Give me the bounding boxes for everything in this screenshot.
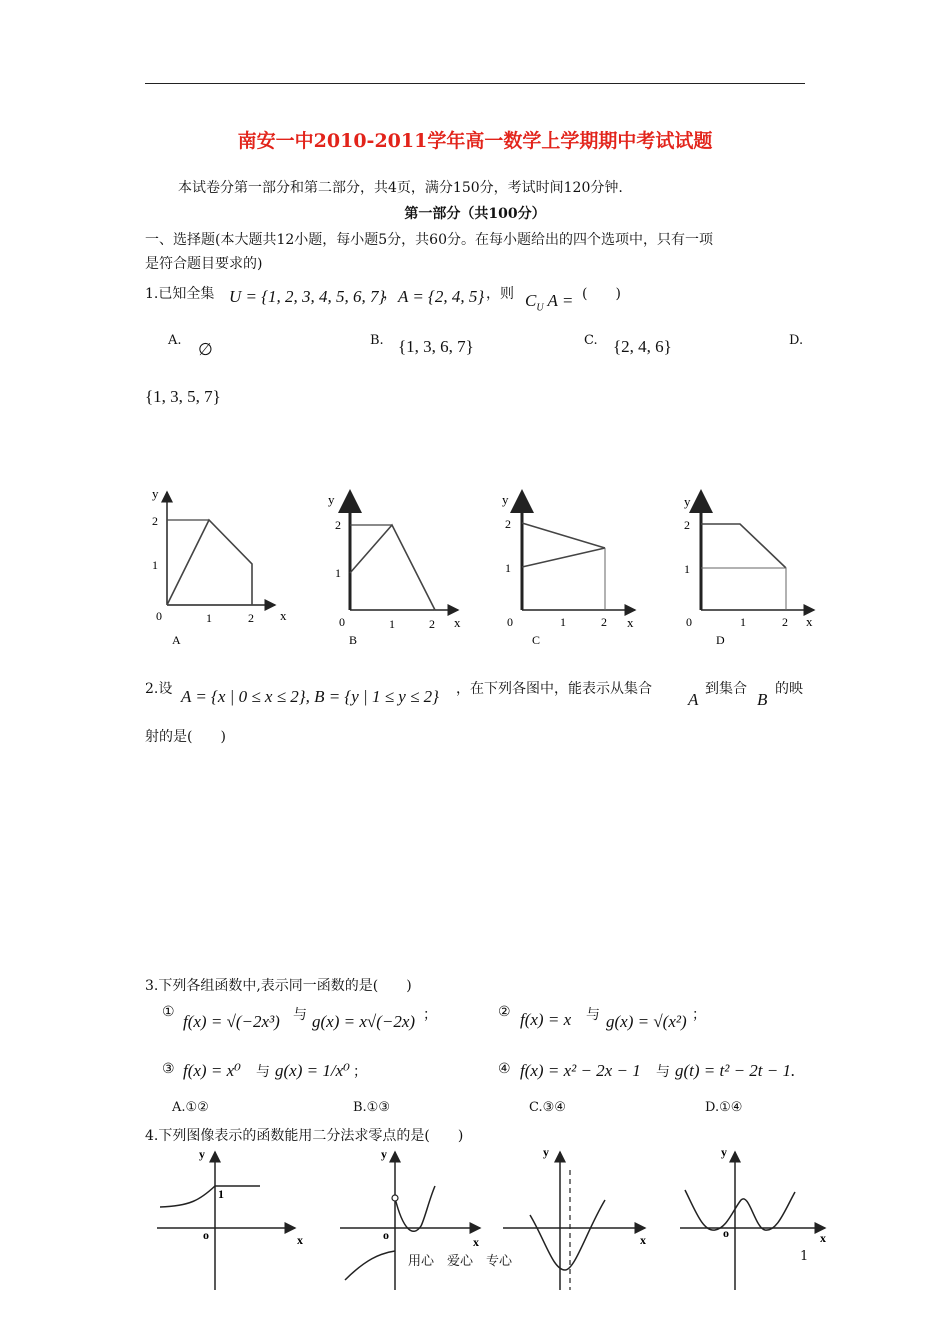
q3-item4-num: ④ xyxy=(498,1061,511,1077)
q2-graph-a-tick-x1: 1 xyxy=(206,611,212,625)
q2-text3: 的映 xyxy=(775,681,803,697)
q2-graph-d-x-label: x xyxy=(806,614,813,629)
q2-graph-c-tick-y1: 1 xyxy=(505,561,511,575)
part1-heading: 第一部分（共100分） xyxy=(404,206,546,222)
q2-graph-a-tick-y1: 1 xyxy=(152,558,158,572)
q1-sep2: ，则 xyxy=(486,286,514,302)
q4-g3-y: y xyxy=(543,1145,549,1159)
q2-graph-a-curve xyxy=(167,520,252,605)
q4-g4-y: y xyxy=(721,1145,727,1159)
q4-g2-y: y xyxy=(381,1147,387,1161)
q2-line2: 射的是( ) xyxy=(145,729,226,745)
q4-g1-origin: o xyxy=(203,1228,209,1242)
q2-graph-d-tick-x1: 1 xyxy=(740,615,746,629)
q1-complement-sub: U xyxy=(536,302,544,314)
q1-option-d-value: {1, 3, 5, 7} xyxy=(145,387,221,406)
q3-item3-end: ； xyxy=(353,1064,367,1080)
q1-complement-c: C xyxy=(525,291,537,310)
header-rule xyxy=(145,83,805,84)
q2-graph-c-origin: 0 xyxy=(507,615,513,629)
q2-graph-c xyxy=(502,492,635,647)
q2-graph-b-tick-y1: 1 xyxy=(335,566,341,580)
q3-option-b: B.①③ xyxy=(353,1100,390,1115)
q3-stem: 3.下列各组函数中,表示同一函数的是( ) xyxy=(145,978,412,994)
intro-text: 本试卷分第一部分和第二部分，共4页，满分150分，考试时间120分钟. xyxy=(178,180,623,196)
q3-item1-num: ① xyxy=(162,1004,175,1020)
q2-graph-c-line-bottom xyxy=(522,548,605,567)
q3-item3-f: f(x) = x⁰ xyxy=(183,1061,241,1080)
q2-graph-a xyxy=(152,486,287,647)
q2-graph-d-y-label: y xyxy=(684,494,691,509)
q2-graph-d-curve xyxy=(701,524,786,568)
q2-graph-b-tick-x1: 1 xyxy=(389,617,395,631)
exam-title: 南安一中2010-2011学年高一数学上学期期中考试试题 xyxy=(237,130,713,152)
q1-sep1: ， xyxy=(383,286,397,302)
q1-option-c-value: {2, 4, 6} xyxy=(613,337,672,356)
q4-g3-x: x xyxy=(640,1233,646,1247)
q2-graph-b-tick-x2: 2 xyxy=(429,617,435,631)
q2-graph-b-y-label: y xyxy=(328,492,335,507)
q3-option-a: A.①② xyxy=(172,1100,209,1115)
q3-item1-g: g(x) = x√(−2x) xyxy=(312,1012,416,1031)
q1-option-c-label: C. xyxy=(584,333,598,348)
q2-graph-a-tick-y2: 2 xyxy=(152,514,158,528)
footer-motto: 用心 爱心 专心 xyxy=(408,1250,512,1269)
q2-graph-d-label: D xyxy=(716,633,725,647)
q2-graph-c-tick-y2: 2 xyxy=(505,517,511,531)
q3-item4-f: f(x) = x² − 2x − 1 xyxy=(520,1061,641,1080)
q1-option-b-value: {1, 3, 6, 7} xyxy=(398,337,474,356)
q3-item1-f: f(x) = √(−2x³) xyxy=(183,1012,280,1031)
q2-graph-a-origin: 0 xyxy=(156,609,162,623)
q2-graph-b-x-label: x xyxy=(454,615,461,630)
q2-graph-d-tick-y1: 1 xyxy=(684,562,690,576)
q2-set-b: B xyxy=(757,690,768,709)
q3-item3-and: 与 xyxy=(256,1064,270,1080)
section1-line2: 是符合题目要求的) xyxy=(145,256,263,272)
q3-item4-g: g(t) = t² − 2t − 1. xyxy=(675,1061,796,1080)
q1-option-b-label: B. xyxy=(370,333,384,348)
page-number: 1 xyxy=(800,1249,809,1264)
q3-option-d: D.①④ xyxy=(705,1100,743,1115)
section1-line1: 一、选择题(本大题共12小题，每小题5分，共60分。在每小题给出的四个选项中，只有一项 xyxy=(145,232,713,248)
q2-graph-d-origin: 0 xyxy=(686,615,692,629)
q2-graph-b-curve xyxy=(350,525,435,610)
q4-g1-x: x xyxy=(297,1233,303,1247)
q2-graph-a-label: A xyxy=(172,633,181,647)
q3-item2-num: ② xyxy=(498,1004,511,1020)
q2-prefix: 2.设 xyxy=(145,681,173,697)
q2-graph-b-tick-y2: 2 xyxy=(335,518,341,532)
q2-graph-d xyxy=(684,492,814,647)
q2-graph-d-tick-x2: 2 xyxy=(782,615,788,629)
q4-graph-4 xyxy=(680,1145,826,1290)
q3-item2-end: ； xyxy=(692,1007,706,1023)
q1-complement-rest: A = xyxy=(547,291,574,310)
q1-set-a: A = {2, 4, 5} xyxy=(398,287,485,306)
q3-item3-num: ③ xyxy=(162,1061,175,1077)
q3-item3-g: g(x) = 1/x⁰ xyxy=(275,1061,350,1080)
q2-text1: ，在下列各图中，能表示从集合 xyxy=(456,681,652,697)
q3-item2-g: g(x) = √(x²) xyxy=(606,1012,687,1031)
q3-item1-and: 与 xyxy=(293,1007,307,1023)
q2-graph-a-x-label: x xyxy=(280,608,287,623)
q3-item2-f: f(x) = x xyxy=(520,1010,572,1029)
q3-item2-and: 与 xyxy=(586,1007,600,1023)
q1-universal-set: U = {1, 2, 3, 4, 5, 6, 7} xyxy=(229,287,386,306)
q2-set-a: A xyxy=(688,690,699,709)
q2-graph-c-x-label: x xyxy=(627,615,634,630)
q4-graph-3 xyxy=(503,1145,646,1290)
q4-g4-x: x xyxy=(820,1231,826,1245)
q1-paren: ( ) xyxy=(582,286,621,302)
q2-sets: A = {x | 0 ≤ x ≤ 2}, B = {y | 1 ≤ y ≤ 2} xyxy=(181,687,439,706)
q2-graph-d-tick-y2: 2 xyxy=(684,518,690,532)
q4-g1-one: 1 xyxy=(218,1187,224,1201)
q2-graph-a-tick-x2: 2 xyxy=(248,611,254,625)
q1-option-a-value: ∅ xyxy=(198,340,213,359)
q1-option-a-label: A. xyxy=(168,333,182,348)
q2-graph-c-line-top xyxy=(522,523,605,548)
q2-graphs xyxy=(140,480,830,650)
q1-complement xyxy=(525,291,573,313)
q4-g1-y: y xyxy=(199,1147,205,1161)
q4-graph-1 xyxy=(157,1147,303,1290)
q3-item4-and: 与 xyxy=(656,1064,670,1080)
q4-g2-origin: o xyxy=(383,1228,389,1242)
q2-graph-c-label: C xyxy=(532,633,541,647)
q2-graph-c-tick-x2: 2 xyxy=(601,615,607,629)
q4-stem: 4.下列图像表示的函数能用二分法求零点的是( ) xyxy=(145,1128,464,1144)
q2-graph-b xyxy=(328,492,461,647)
q2-graph-c-tick-x1: 1 xyxy=(560,615,566,629)
q2-graph-a-y-label: y xyxy=(152,486,159,501)
q4-graphs xyxy=(145,1140,835,1340)
q4-g4-origin: o xyxy=(723,1226,729,1240)
q2-text2: 到集合 xyxy=(705,681,747,697)
q3-option-c: C.③④ xyxy=(529,1100,566,1115)
q4-g2-x: x xyxy=(473,1235,479,1249)
q2-graph-b-label: B xyxy=(349,633,358,647)
q2-graph-c-y-label: y xyxy=(502,492,509,507)
q1-prefix: 1.已知全集 xyxy=(145,286,215,302)
q1-option-d-label: D. xyxy=(789,333,804,348)
q3-item1-end: ； xyxy=(423,1007,437,1023)
q2-graph-b-origin: 0 xyxy=(339,615,345,629)
